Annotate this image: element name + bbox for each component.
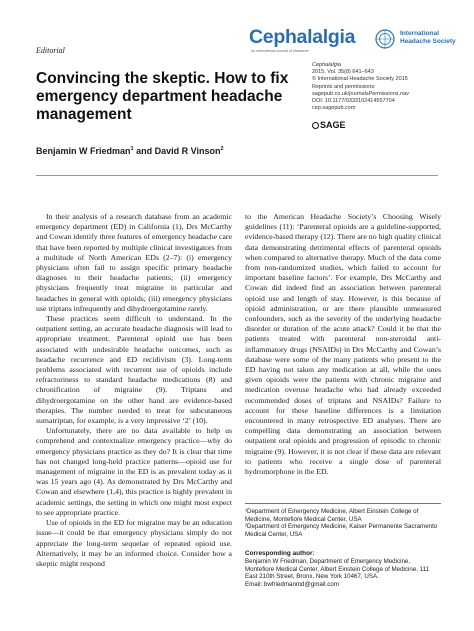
publication-info (312, 62, 409, 112)
correspondence-email[interactable]: Email: bwfriedmanmd@gmail.com (245, 580, 339, 588)
pub-journal: Cephalalgia (312, 62, 342, 68)
affiliation-1: ¹Department of Emergency Medicine, Albert Einstein College of Medicine, Montefiore Medical Center, USA (245, 508, 419, 523)
body-column-left (36, 212, 232, 569)
author-2-affil: 2 (220, 146, 224, 152)
author-1: Benjamin W Friedman (36, 146, 131, 156)
paragraph: In their analysis of a research database from an academic emergency department (ED) in California (1), Drs McCarthy and Cowan identify three features of emergency headache care that have been reported by multiple clinical investigators from a multitude of North American EDs (2–7): (i) emergency physicians often fail to assign specific primary headache diagnoses to their headache patients; (ii) emergency physicians frequently treat migraine in particular and headaches in general with opioids; (iii) emergency physicians use triptans infrequently and dihydroergotamine rarely. (36, 212, 232, 313)
journal-logo (249, 26, 456, 56)
journal-name: Cephalalgia (249, 26, 356, 48)
author-1-affil: 1 (130, 146, 134, 152)
affiliation-divider (245, 503, 441, 504)
pub-site-link[interactable]: cep.sagepub.com (312, 105, 356, 112)
header-divider (36, 175, 438, 176)
paragraph: These practices seem difficult to understand. In the outpatient setting, an accurate headache diagnosis will lead to appropriate treatment. Parenteral opioid use has been associated with undesirable headache outcomes, such as headache recurrence and ED recidivism (3). Long-term problems associated with recurrent use of opioids include refractoriness to standard headache medications (8) and chronification of migraine (9). Triptans and dihydroergotamine on the other hand are evidence-based therapies. The number needed to treat for subcutaneous sumatriptan, for example, is a very impressive ‘2’ (10). (36, 314, 232, 426)
section-label: Editorial (36, 46, 65, 55)
author-2: David R Vinson (154, 146, 221, 156)
correspondence-body (245, 558, 441, 588)
paragraph: to the American Headache Society’s Choosing Wisely guidelines (11): ‘Parenteral opioids are a guideline-supported, evidence-based therapy (12). There are no high quality clinical data demonstrating detrimental effects of parenteral opioids when compared to alternative therapy. Much of the data come from non-randomized studies, which failed to account for important baseline factors’. For example, Drs McCarthy and Cowan did indeed find an association between parenteral opioid use and length of stay. However, is this because of opioid administration, or are there plausible unmeasured confounders, such as the severity of the underlying headache disorder or duration of the acute attack? Could it be that the patients treated with parenteral non-steroidal anti-inflammatory drugs (NSAIDs) in Drs McCarthy and Cowan’s database were some of the many patients who present to the ED having not taken any medication at all, while the ones given opioids were the patients with chronic migraine and medication overuse headache who had already exceeded recommended doses of triptans and NSAIDs? Failure to account for these baseline differences is a limitation encountered in many retrospective ED analyses. There are compelling data demonstrating an association between outpatient oral opioids and progression of episodic to chronic migraine (9). However, it is not clear if these data are relevant to patients who receive a single dose of parenteral hydromorphone in the ED. (245, 212, 441, 477)
ihs-emblem-icon (375, 29, 395, 49)
sage-circle-icon (312, 122, 319, 129)
pub-copyright: © International Headache Society 2015 (312, 76, 408, 83)
pub-permissions-link[interactable]: sagepub.co.uk/journalsPermissions.nav (312, 90, 409, 97)
affiliation-2: ²Department of Emergency Medicine, Kaiser Permanente Sacramento Medical Center, USA (245, 523, 438, 538)
pub-volume: 2015, Vol. 35(8) 641–643 (312, 69, 374, 76)
author-join: and (133, 146, 155, 156)
publisher-name: SAGE (320, 120, 346, 130)
sage-logo (312, 120, 346, 130)
society-name: International Headache Society (400, 30, 456, 45)
author-line (36, 146, 224, 156)
paragraph: Unfortunately, there are no data available to help us comprehend and contextualize emergency practice—why do emergency physicians practice as they do? It is clear that time has not changed long-held practice patterns—opioid use for management of migraine in the ED is as prevalent today as it was 15 years ago (4). As demonstrated by Drs McCarthy and Cowan and elsewhere (1,4), this practice is highly prevalent in academic settings, the setting in which one might most expect to see appropriate practice. (36, 426, 232, 517)
correspondence-address: Benjamin W Friedman, Department of Emergency Medicine, Montefiore Medical Center, Albert Einstein College of Medicine, 111 East 210th Street, Bronx, New York 10467, USA. (245, 558, 430, 581)
correspondence-heading: Corresponding author: (245, 550, 315, 557)
journal-subline: An International Journal of Headache (251, 49, 309, 53)
paragraph: Use of opioids in the ED for migraine may be an education issue—it could be that emergency physicians simply do not appreciate the long-term sequelae of repeated opioid use. Alternatively, it may be an informed choice. Consider how a skeptic might respond (36, 518, 232, 568)
body-column-right (245, 212, 441, 477)
pub-reprints: Reprints and permissions: (312, 83, 376, 90)
pub-doi[interactable]: DOI: 10.1177/0333102414557704 (312, 98, 395, 105)
article-title: Convincing the skeptic. How to fix emergency department headache management (36, 70, 289, 123)
